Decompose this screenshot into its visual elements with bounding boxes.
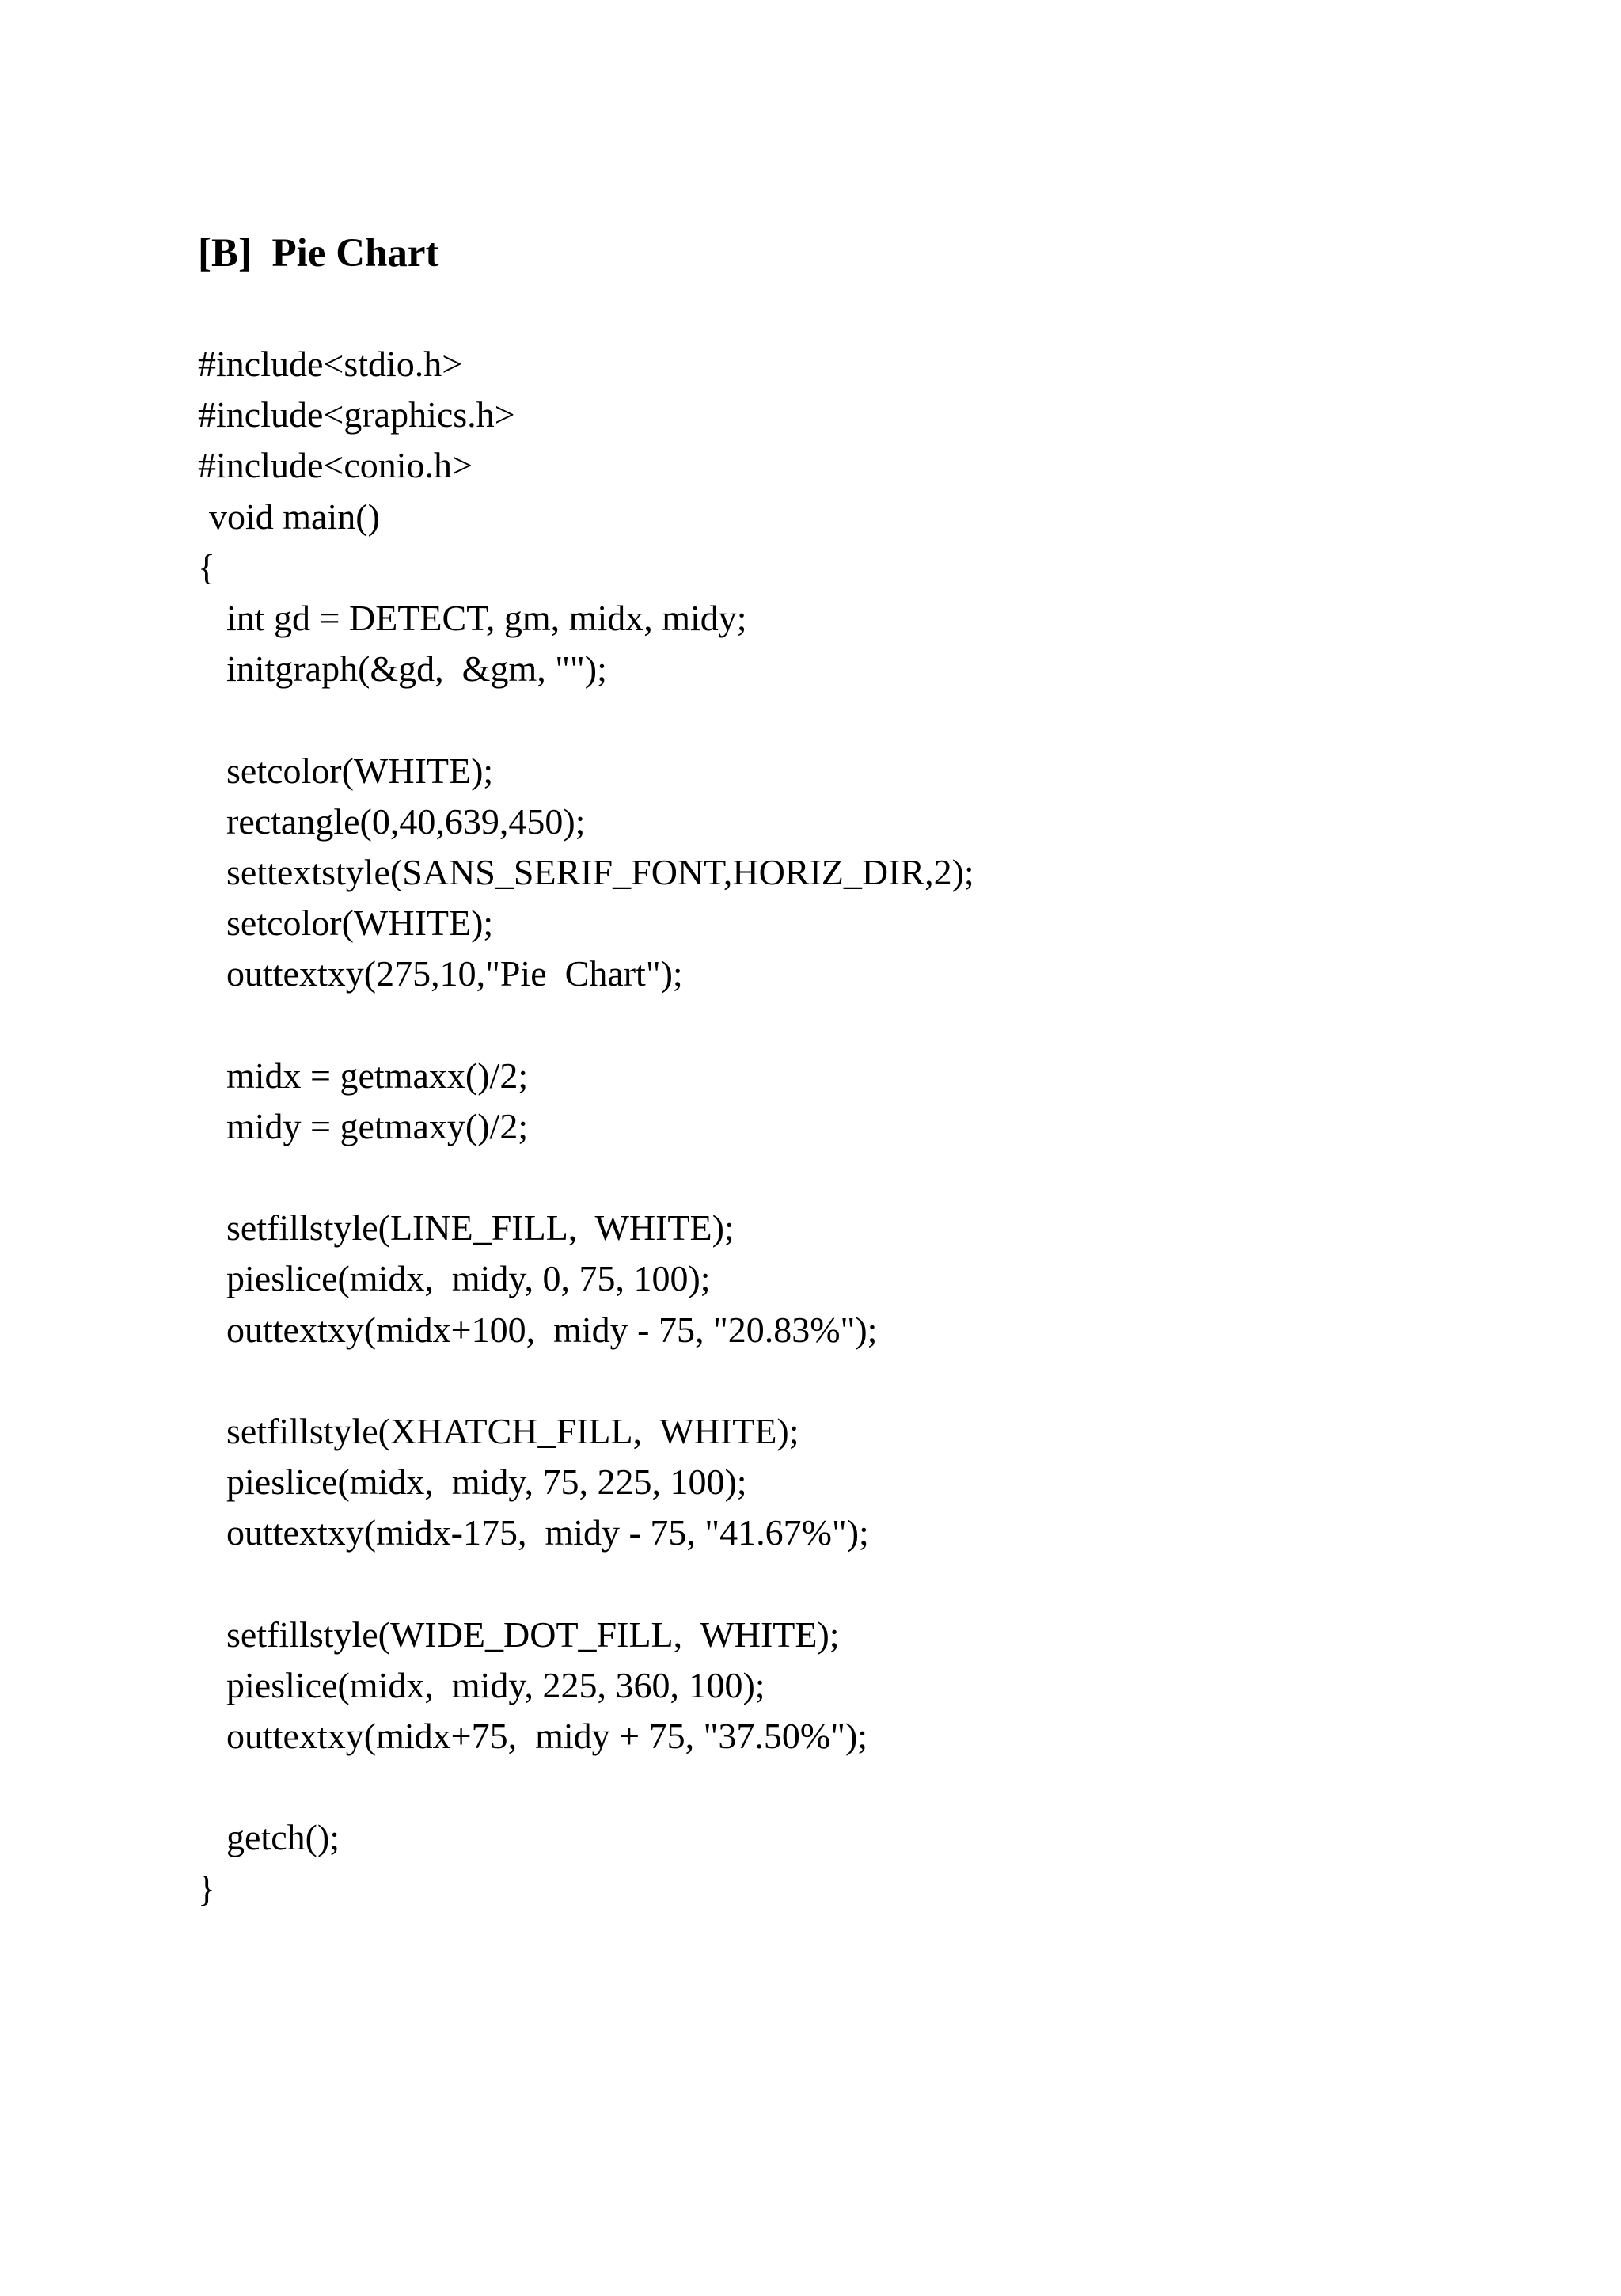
code-line: [198, 1559, 974, 1610]
code-line: pieslice(midx, midy, 225, 360, 100);: [226, 1664, 765, 1705]
code-line: pieslice(midx, midy, 75, 225, 100);: [226, 1462, 747, 1503]
code-line: void main(): [209, 496, 380, 537]
code-line: {: [198, 546, 216, 587]
code-line: getch();: [226, 1817, 340, 1858]
code-line: #include<stdio.h>: [198, 344, 463, 384]
code-line: outtextxy(midx+100, midy - 75, "20.83%");: [226, 1309, 878, 1350]
code-line: [198, 1762, 974, 1812]
code-line: setcolor(WHITE);: [226, 750, 494, 791]
code-line: midx = getmaxx()/2;: [226, 1055, 529, 1096]
code-line: [198, 1152, 974, 1203]
code-line: [198, 1355, 974, 1406]
code-line: initgraph(&gd, &gm, "");: [226, 648, 607, 690]
code-line: setfillstyle(LINE_FILL, WHITE);: [226, 1207, 735, 1249]
code-line: setcolor(WHITE);: [226, 903, 494, 944]
section-title: [B] Pie Chart: [198, 231, 439, 276]
code-line: pieslice(midx, midy, 0, 75, 100);: [226, 1258, 711, 1299]
code-line: midy = getmaxy()/2;: [226, 1105, 529, 1146]
code-line: #include<graphics.h>: [198, 394, 515, 435]
code-line: outtextxy(275,10,"Pie Chart");: [226, 953, 683, 994]
code-line: [198, 694, 974, 745]
code-listing: [198, 339, 974, 1914]
code-line: setfillstyle(XHATCH_FILL, WHITE);: [226, 1410, 799, 1451]
code-line: [198, 999, 974, 1050]
code-line: settextstyle(SANS_SERIF_FONT,HORIZ_DIR,2);: [226, 851, 974, 892]
code-line: rectangle(0,40,639,450);: [226, 800, 586, 842]
code-line: }: [198, 1868, 216, 1909]
code-line: outtextxy(midx-175, midy - 75, "41.67%");: [226, 1512, 869, 1553]
code-line: setfillstyle(WIDE_DOT_FILL, WHITE);: [226, 1614, 840, 1655]
code-line: outtextxy(midx+75, midy + 75, "37.50%");: [226, 1716, 868, 1757]
code-line: int gd = DETECT, gm, midx, midy;: [226, 597, 747, 638]
code-line: #include<conio.h>: [198, 445, 473, 486]
